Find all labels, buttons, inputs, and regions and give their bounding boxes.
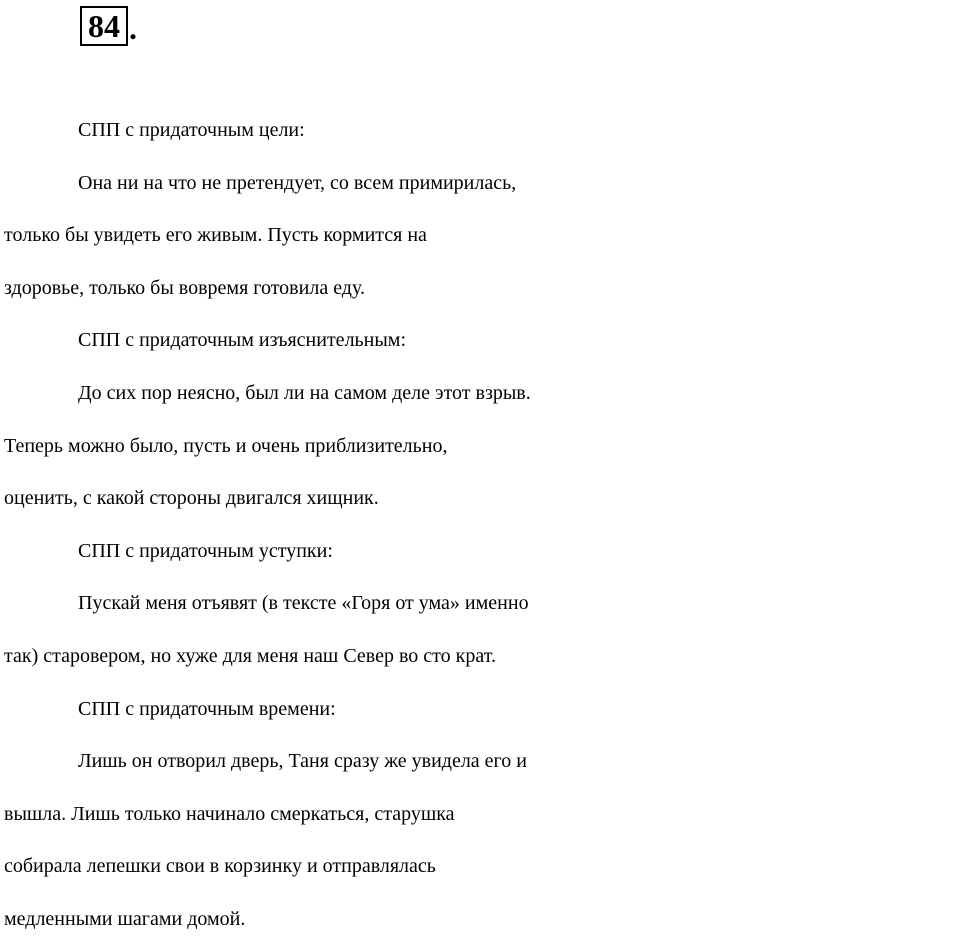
text-line: здоровье, только бы вовремя готовила еду. bbox=[4, 276, 365, 299]
text-line: Она ни на что не претендует, со всем примирилась, bbox=[78, 171, 517, 194]
text-line: Пускай меня отъявят (в тексте «Горя от ума» именно bbox=[78, 592, 529, 615]
exercise-number-box: 84 bbox=[80, 6, 128, 46]
text-line: собирала лепешки свои в корзинку и отправлялась bbox=[4, 855, 436, 878]
text-line: так) старовером, но хуже для меня наш Север во сто крат. bbox=[4, 644, 496, 667]
text-line: медленными шагами домой. bbox=[4, 907, 246, 930]
exercise-number bbox=[80, 6, 137, 46]
text-line: Теперь можно было, пусть и очень приблизительно, bbox=[4, 434, 448, 457]
heading-line: СПП с придаточным изъяснительным: bbox=[78, 329, 407, 352]
heading-line: СПП с придаточным времени: bbox=[78, 697, 336, 720]
text-line: До сих пор неясно, был ли на самом деле этот взрыв. bbox=[78, 381, 531, 404]
exercise-text bbox=[4, 104, 960, 946]
text-line: Лишь он отворил дверь, Таня сразу же увидела его и bbox=[78, 750, 527, 773]
heading-line: СПП с придаточным цели: bbox=[78, 119, 305, 141]
text-line: оценить, с какой стороны двигался хищник. bbox=[4, 487, 379, 510]
exercise-number-dot: . bbox=[129, 10, 137, 46]
text-line: только бы увидеть его живым. Пусть кормится на bbox=[4, 224, 427, 247]
heading-line: СПП с придаточным уступки: bbox=[78, 539, 333, 562]
text-line: вышла. Лишь только начинало смеркаться, старушка bbox=[4, 802, 455, 825]
